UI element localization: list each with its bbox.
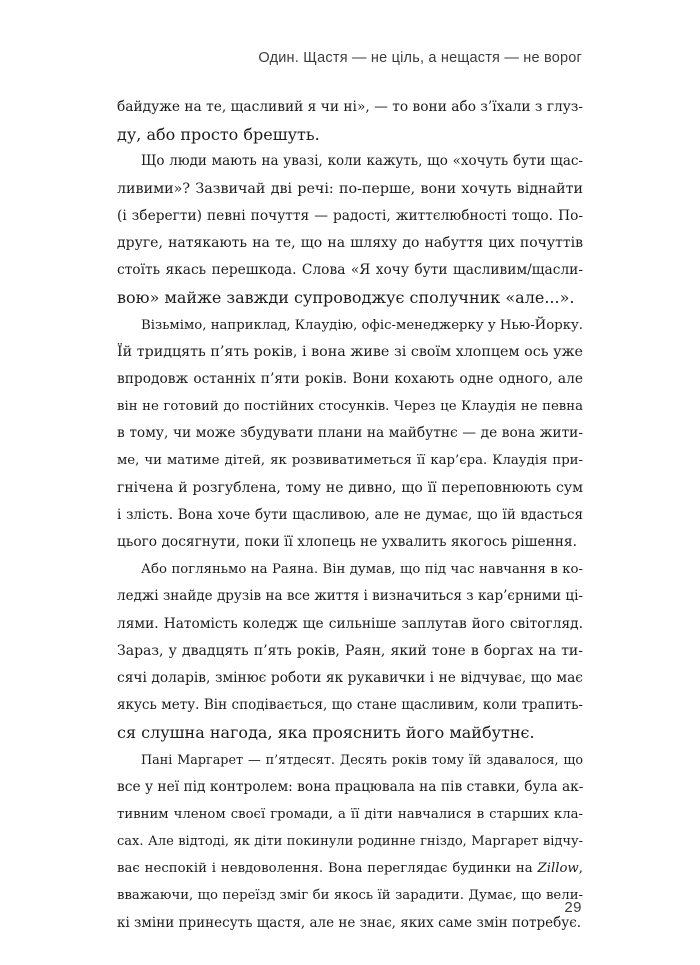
line-7: стоїть якась перешкода. Слова «Я хочу бути щасливим/щасли- xyxy=(117,262,583,279)
line-30: вважаючи, що переїзд зміг би якось їй зарадити. Думає, що вели- xyxy=(117,888,583,904)
line-21: Зараз, у двадцять п’ять років, Раян, який тоне в боргах на ти- xyxy=(117,642,583,659)
line-27: тивним членом своєї громади, а її діти навчалися в старших кла- xyxy=(117,806,583,822)
line-5: (і зберегти) певні почуття — радості, життєлюбності тощо. По- xyxy=(117,207,583,224)
line-2: ду, або просто брешуть. xyxy=(117,125,320,145)
line-16: і злість. Вона хоче бути щасливою, але не думає, що їй вдасться xyxy=(117,506,583,523)
line-4: ливими»? Зазвичай дві речі: по-перше, вони хочуть віднайти xyxy=(117,180,583,197)
line-26: все у неї під контролем: вона працювала на пів ставки, була ак- xyxy=(117,778,583,795)
paragraph-5 xyxy=(117,747,583,937)
line-9: Візьмімо, наприклад, Клаудію, офіс-менеджерку у Нью-Йорку. xyxy=(141,317,583,333)
line-31: кі зміни принесуть щастя, але не знає, яких саме змін потребує. xyxy=(117,914,582,931)
paragraph-2 xyxy=(117,148,583,311)
line-11: впродовж останніх п’яти років. Вони кохають одне одного, але xyxy=(117,370,583,387)
line-18: Або погляньмо на Раяна. Він думав, що під час навчання в ко- xyxy=(141,562,583,578)
page-number: 29 xyxy=(564,899,582,916)
line-3: Що люди мають на увазі, коли кажуть, що «хочуть бути щас- xyxy=(141,153,583,170)
line-20: лями. Натомість коледж ще сильніше заплутав його світогляд. xyxy=(117,615,583,632)
line-22: сячі доларів, змінює роботи як рукавички і не відчуває, що має xyxy=(117,669,583,686)
line-13: в тому, чи може збудувати плани на майбутнє — де вона жити- xyxy=(117,425,583,442)
line-17: цього досягнути, поки її хлопець не ухвалить якогось рішення. xyxy=(117,534,577,550)
line-23: якусь мету. Він сподівається, що стане щасливим, коли трапить- xyxy=(117,697,583,714)
line-6: друге, натякають на те, що на шляху до набуття цих почуттів xyxy=(117,234,583,251)
line-19: леджі знайде друзів на все життя і визначиться з кар’єрними ці- xyxy=(117,588,583,605)
line-8: вою» майже завжди супроводжує сполучник «але...». xyxy=(117,288,575,308)
paragraph-1 xyxy=(117,94,583,148)
paragraph-3 xyxy=(117,312,583,557)
line-15: гнічена й розгублена, тому не дивно, що її переповнюють сум xyxy=(117,479,583,496)
line-14: ме, чи матиме дітей, як розвиватиметься її кар’єра. Клаудія при- xyxy=(117,453,583,469)
running-head: Один. Щастя — не ціль, а нещастя — не ворог xyxy=(258,50,582,66)
line-12: він не готовий до постійних стосунків. Через це Клаудія не певна xyxy=(117,399,583,415)
line-10: Їй тридцять п’ять років, і вона живе зі своїм хлопцем ось уже xyxy=(117,343,583,360)
line-25: Пані Маргарет — п’ятдесят. Десять років тому їй здавалося, що xyxy=(141,752,583,768)
line-28: сах. Але відтоді, як діти покинули родинне гніздо, Маргарет відчу- xyxy=(117,834,583,850)
line-1: байдуже на те, щасливий я чи ні», — то вони або з’їхали з глуз- xyxy=(117,99,583,115)
line-24: ся слушна нагода, яка прояснить його майбутнє. xyxy=(117,723,535,743)
body-text xyxy=(117,94,583,937)
line-29: ває неспокій і невдоволення. Вона переглядає будинки на Zillow, xyxy=(117,861,583,877)
paragraph-4 xyxy=(117,556,583,746)
